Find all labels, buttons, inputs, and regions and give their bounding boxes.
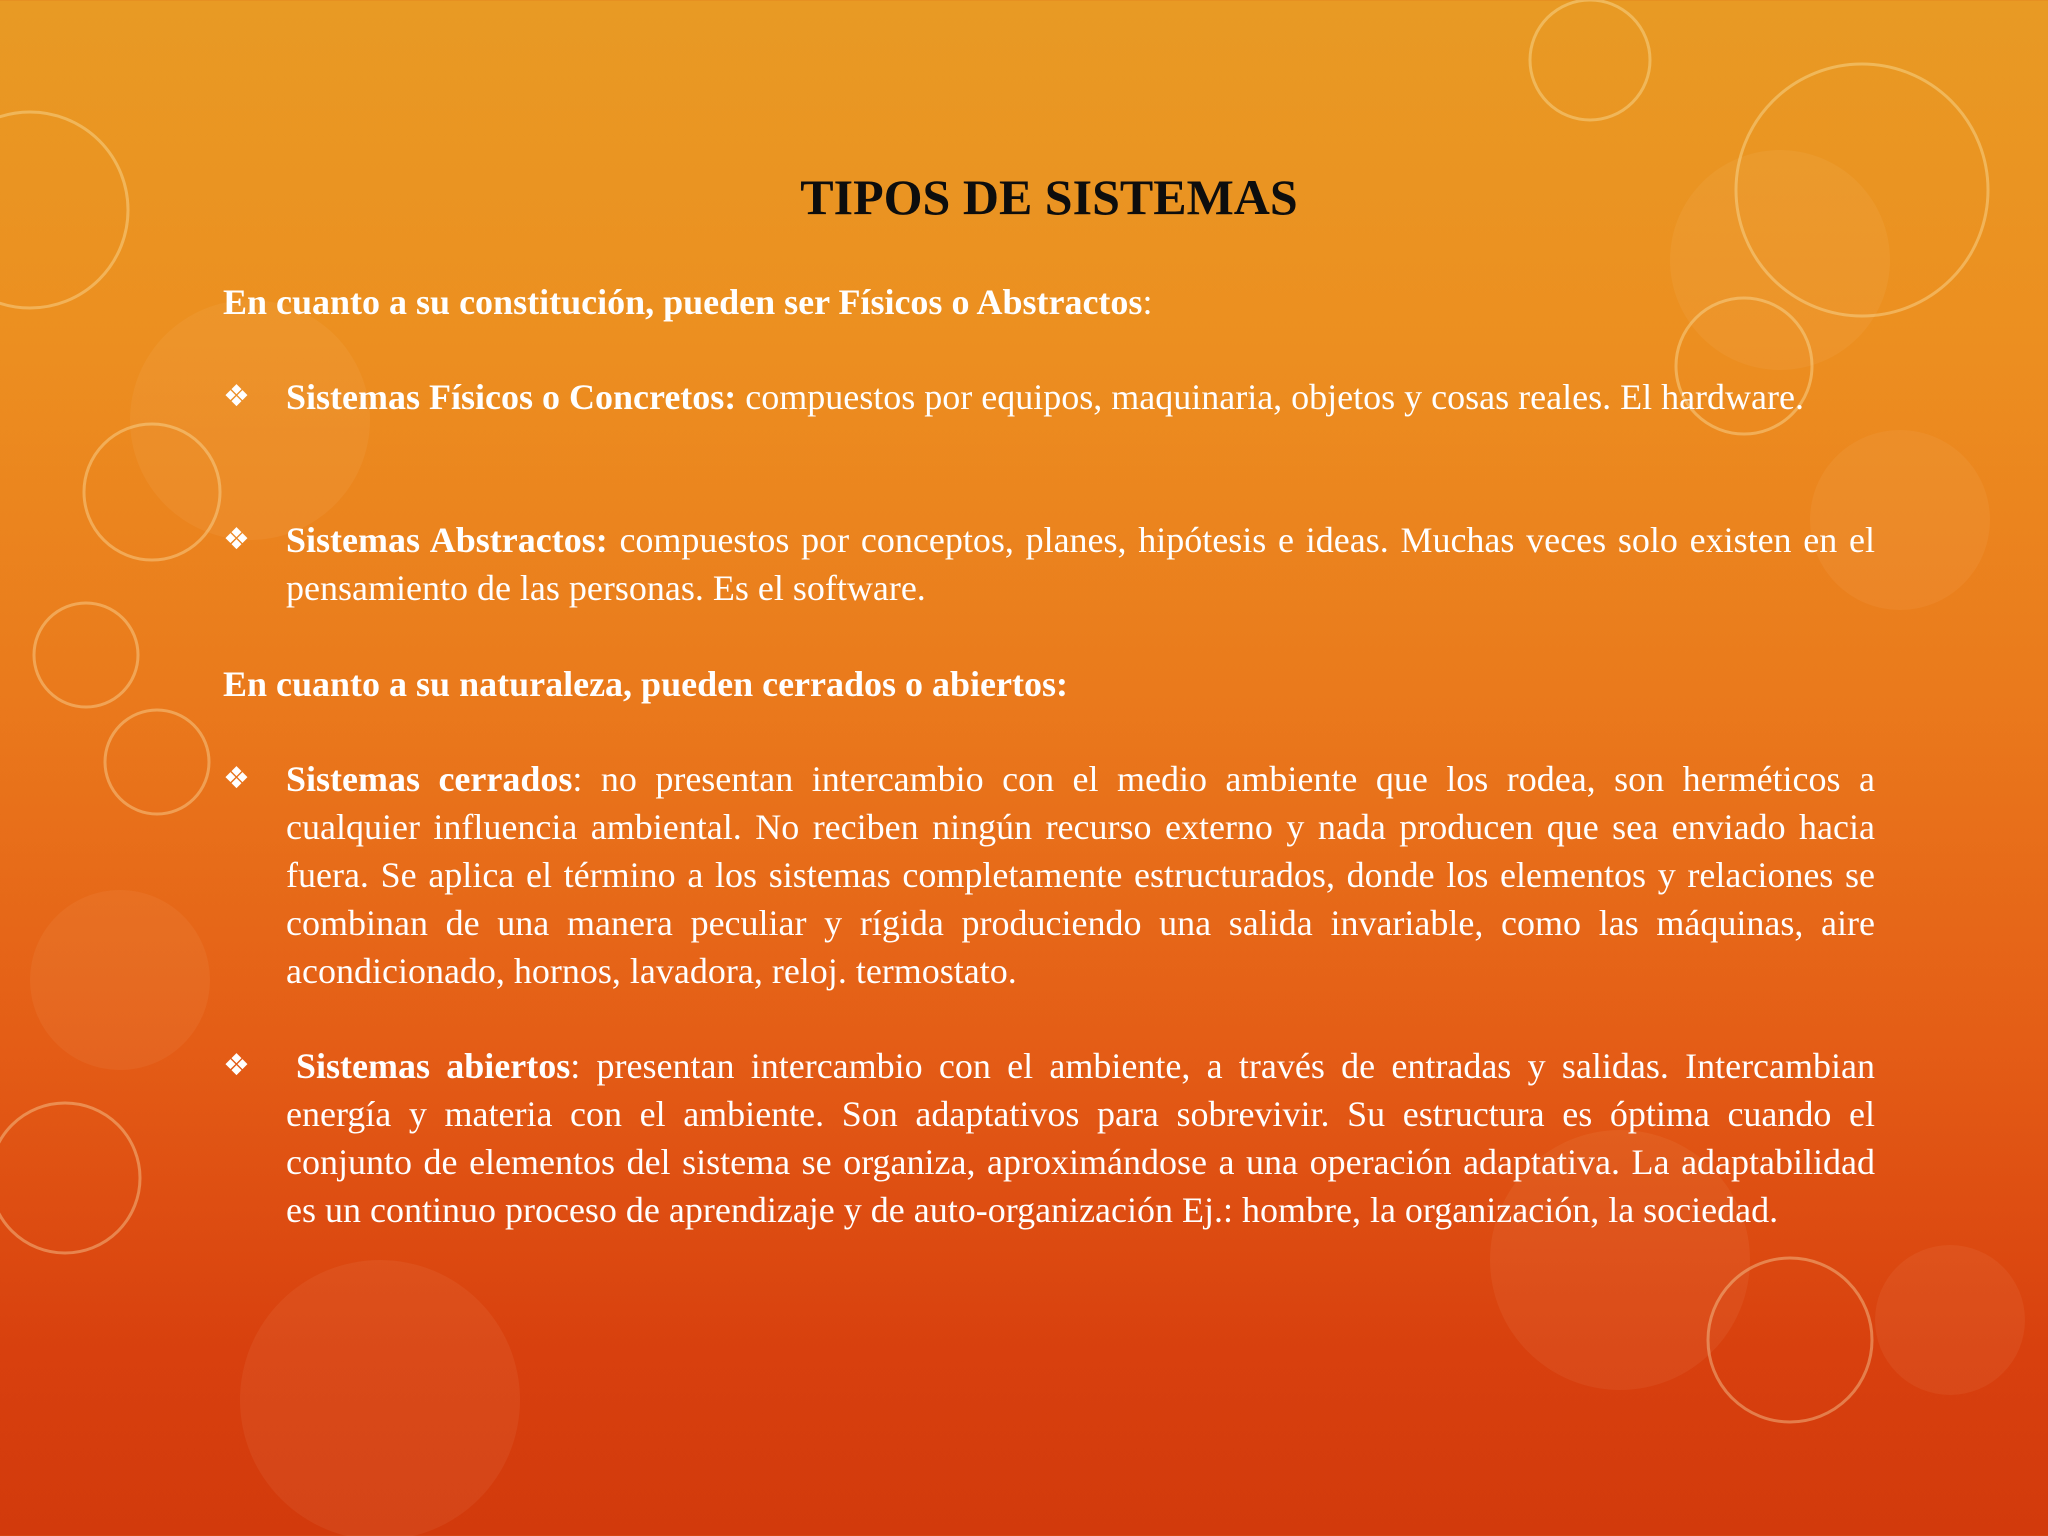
slide-title: TIPOS DE SISTEMAS [800,169,1298,225]
bullet-physical-systems [223,373,1875,421]
bullet-open-systems [223,1042,1875,1234]
section-heading-nature [223,660,1873,708]
bullet-diamond-icon: ❖ [223,379,250,414]
bullet-description: compuestos por conceptos, planes, hipótesis e ideas. Muchas veces solo existen en el pensamiento de las personas. Es el software. [286,520,1875,608]
bullet-description: : no presentan intercambio con el medio ambiente que los rodea, son herméticos a cualquier influencia ambiental. No reciben ningún recurso externo y nada producen que sea enviado hacia fuera. Se aplica el término a los sistemas completamente estructurados, donde los elementos y relaciones se combinan de una manera peculiar y rígida produciendo una salida invariable, como las máquinas, aire acondicionado, hornos, lavadora, reloj. termostato. [286,759,1875,991]
heading-text: En cuanto a su constitución, pueden ser Físicos o Abstractos [223,282,1143,322]
bullet-description: compuestos por equipos, maquinaria, objetos y cosas reales. El hardware. [736,377,1804,417]
section-heading-constitution [223,278,1873,326]
bullet-diamond-icon: ❖ [223,1048,250,1083]
bullet-diamond-icon: ❖ [223,522,250,557]
bullet-text [286,516,1875,612]
heading-text: En cuanto a su naturaleza, pueden cerrados o abiertos: [223,664,1068,704]
bullet-text [286,1042,1875,1234]
bullet-term: Sistemas abiertos [296,1046,571,1086]
bullet-description: : presentan intercambio con el ambiente, a través de entradas y salidas. Intercambian energía y materia con el ambiente. Son adaptativos para sobrevivir. Su estructura es óptima cuando el conjunto de elementos del sistema se organiza, aproximándose a una operación adaptativa. La adaptabilidad es un continuo proceso de aprendizaje y de auto-organización Ej.: hombre, la organización, la sociedad. [286,1046,1875,1230]
bullet-closed-systems [223,755,1875,995]
bullet-diamond-icon: ❖ [223,761,250,796]
bullet-term: Sistemas Abstractos: [286,520,608,560]
bullet-term: Sistemas cerrados [286,759,573,799]
bullet-text [286,373,1875,421]
bullet-abstract-systems [223,516,1875,612]
heading-suffix: : [1142,282,1153,322]
bullet-text [286,755,1875,995]
bullet-term: Sistemas Físicos o Concretos: [286,377,737,417]
